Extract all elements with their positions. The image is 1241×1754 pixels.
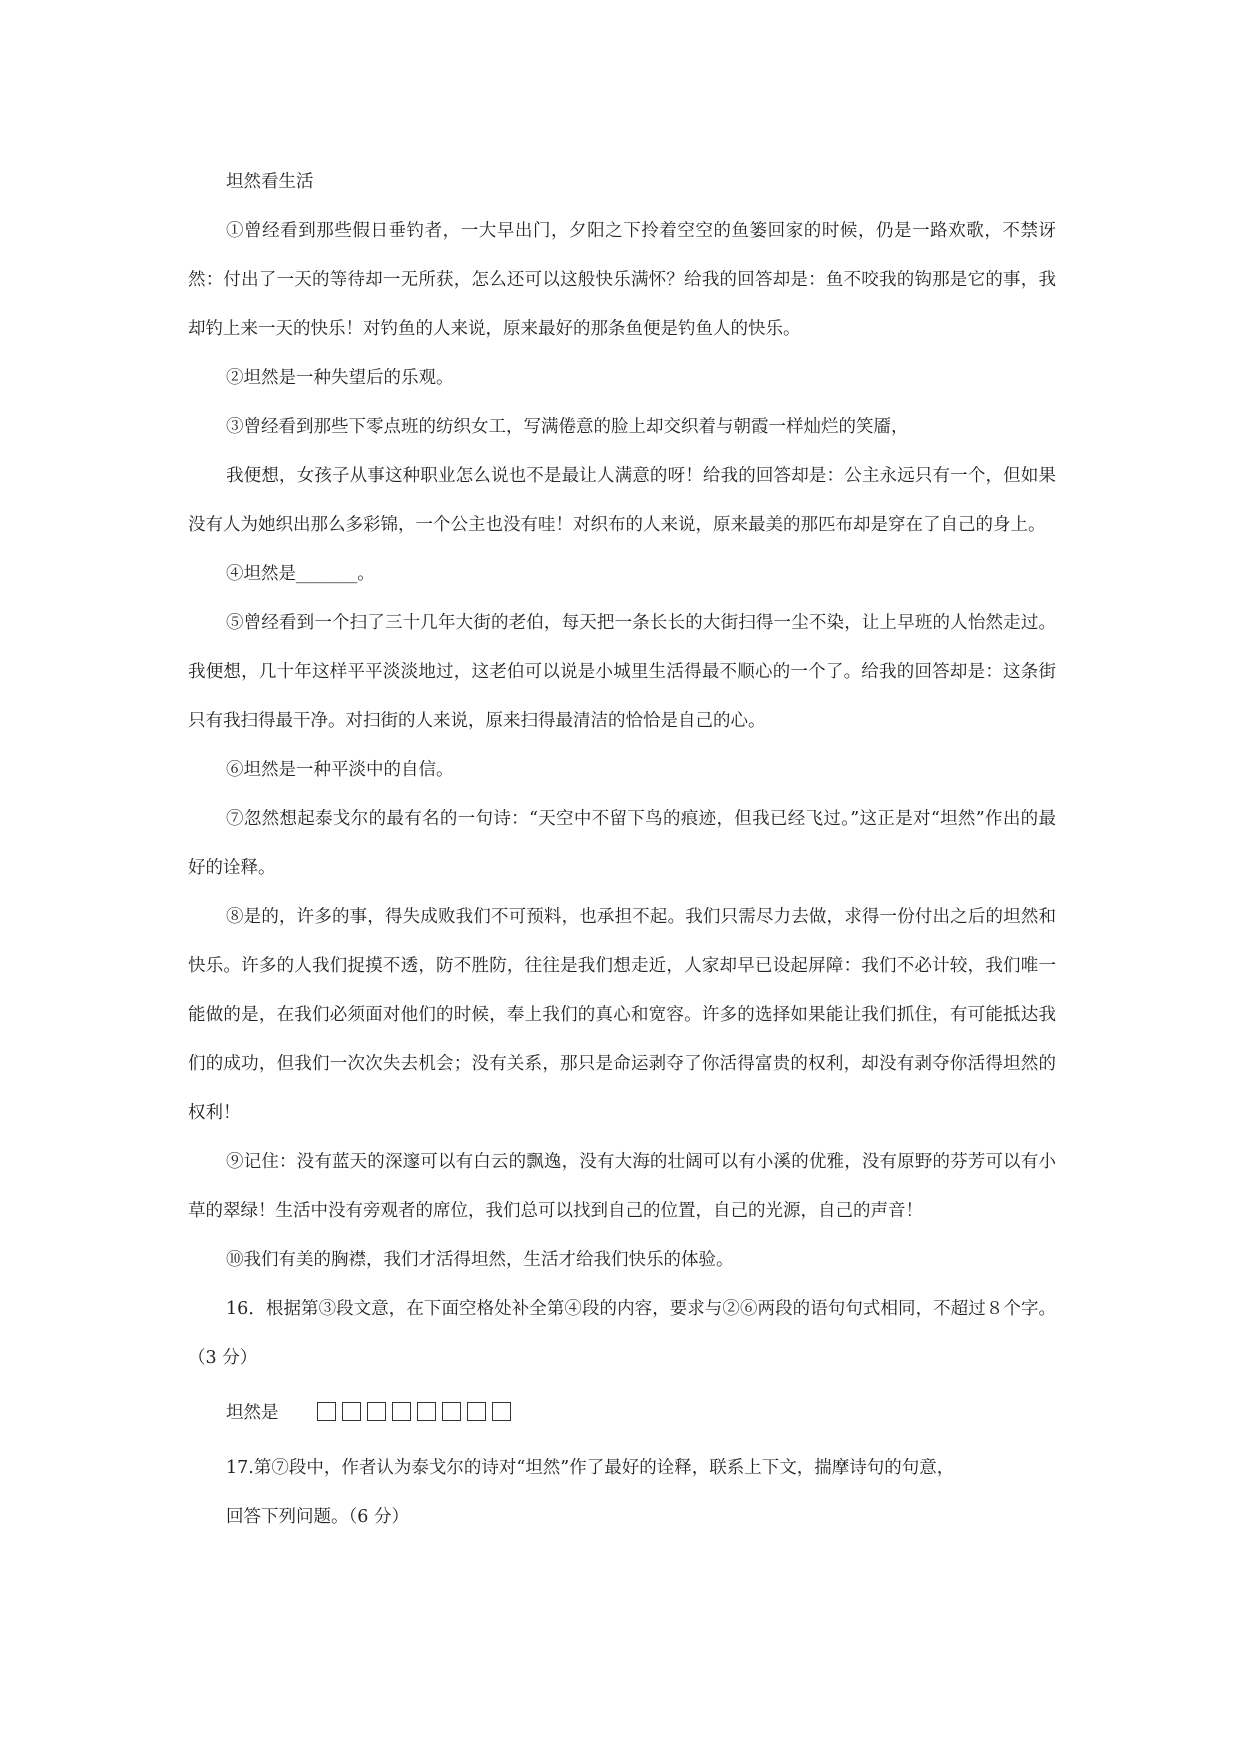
paragraph-5: ⑤曾经看到一个扫了三十几年大街的老伯，每天把一条长长的大街扫得一尘不染，让上早班的人怡然走过。我便想，几十年这样平平淡淡地过，这老伯可以说是小城里生活得最不顺心的一个了。给我的回答却是：这条街只有我扫得最干净。对扫街的人来说，原来扫得最清洁的恰恰是自己的心。	[188, 613, 1056, 731]
answer-boxes	[279, 1388, 517, 1444]
answer-box[interactable]	[492, 1402, 511, 1421]
question-16: 16．根据第③段文意，在下面空格处补全第④段的内容，要求与②⑥两段的语句句式相同，不超过８个字。（3 分）	[188, 1299, 1056, 1368]
article-title: 坦然看生活	[226, 172, 314, 192]
answer-box[interactable]	[342, 1402, 361, 1421]
paragraph-1: ①曾经看到那些假日垂钓者，一大早出门，夕阳之下拎着空空的鱼篓回家的时候，仍是一路欢歌，不禁讶然：付出了一天的等待却一无所获，怎么还可以这般快乐满怀？给我的回答却是：鱼不咬我的钩那是它的事，我却钓上来一天的快乐！对钓鱼的人来说，原来最好的那条鱼便是钓鱼人的快乐。	[188, 221, 1056, 339]
paragraph-3: ③曾经看到那些下零点班的纺织女工，写满倦意的脸上却交织着与朝霞一样灿烂的笑靥，	[226, 417, 909, 437]
question-17-line-1: 17.第⑦段中，作者认为泰戈尔的诗对“坦然”作了最好的诠释，联系上下文，揣摩诗句的句意，	[226, 1458, 955, 1478]
paragraph-2: ②坦然是一种失望后的乐观。	[226, 368, 454, 388]
answer-box[interactable]	[392, 1402, 411, 1421]
paragraph-6: ⑥坦然是一种平淡中的自信。	[226, 760, 454, 780]
paragraph-10: ⑩我们有美的胸襟，我们才活得坦然，生活才给我们快乐的体验。	[226, 1250, 734, 1270]
paragraph-3-continued: 我便想，女孩子从事这种职业怎么说也不是最让人满意的呀！给我的回答却是：公主永远只有一个，但如果没有人为她织出那么多彩锦，一个公主也没有哇！对织布的人来说，原来最美的那匹布却是穿在了自己的身上。	[188, 466, 1056, 535]
answer-box[interactable]	[417, 1402, 436, 1421]
question-16-answer-line	[188, 1383, 1056, 1444]
answer-box[interactable]	[317, 1402, 336, 1421]
answer-box[interactable]	[367, 1402, 386, 1421]
answer-box[interactable]	[442, 1402, 461, 1421]
answer-box[interactable]	[467, 1402, 486, 1421]
answer-prefix: 坦然是	[226, 1403, 279, 1423]
paragraph-4-blank: ④坦然是_______。	[226, 564, 375, 584]
paragraph-8: ⑧是的，许多的事，得失成败我们不可预料，也承担不起。我们只需尽力去做，求得一份付出之后的坦然和快乐。许多的人我们捉摸不透，防不胜防，往往是我们想走近，人家却早已设起屏障：我们不必计较，我们唯一能做的是，在我们必须面对他们的时候，奉上我们的真心和宽容。许多的选择如果能让我们抓住，有可能抵达我们的成功，但我们一次次失去机会；没有关系，那只是命运剥夺了你活得富贵的权利，却没有剥夺你活得坦然的权利！	[188, 907, 1056, 1123]
document-body	[188, 158, 1056, 1542]
paragraph-9: ⑨记住：没有蓝天的深邃可以有白云的飘逸，没有大海的壮阔可以有小溪的优雅，没有原野的芬芳可以有小草的翠绿！生活中没有旁观者的席位，我们总可以找到自己的位置，自己的光源，自己的声音！	[188, 1152, 1056, 1221]
paragraph-7: ⑦忽然想起泰戈尔的最有名的一句诗：“天空中不留下鸟的痕迹，但我已经飞过。”这正是对“坦然”作出的最好的诠释。	[188, 809, 1056, 878]
question-17-line-2: 回答下列问题。（6 分）	[226, 1507, 409, 1527]
